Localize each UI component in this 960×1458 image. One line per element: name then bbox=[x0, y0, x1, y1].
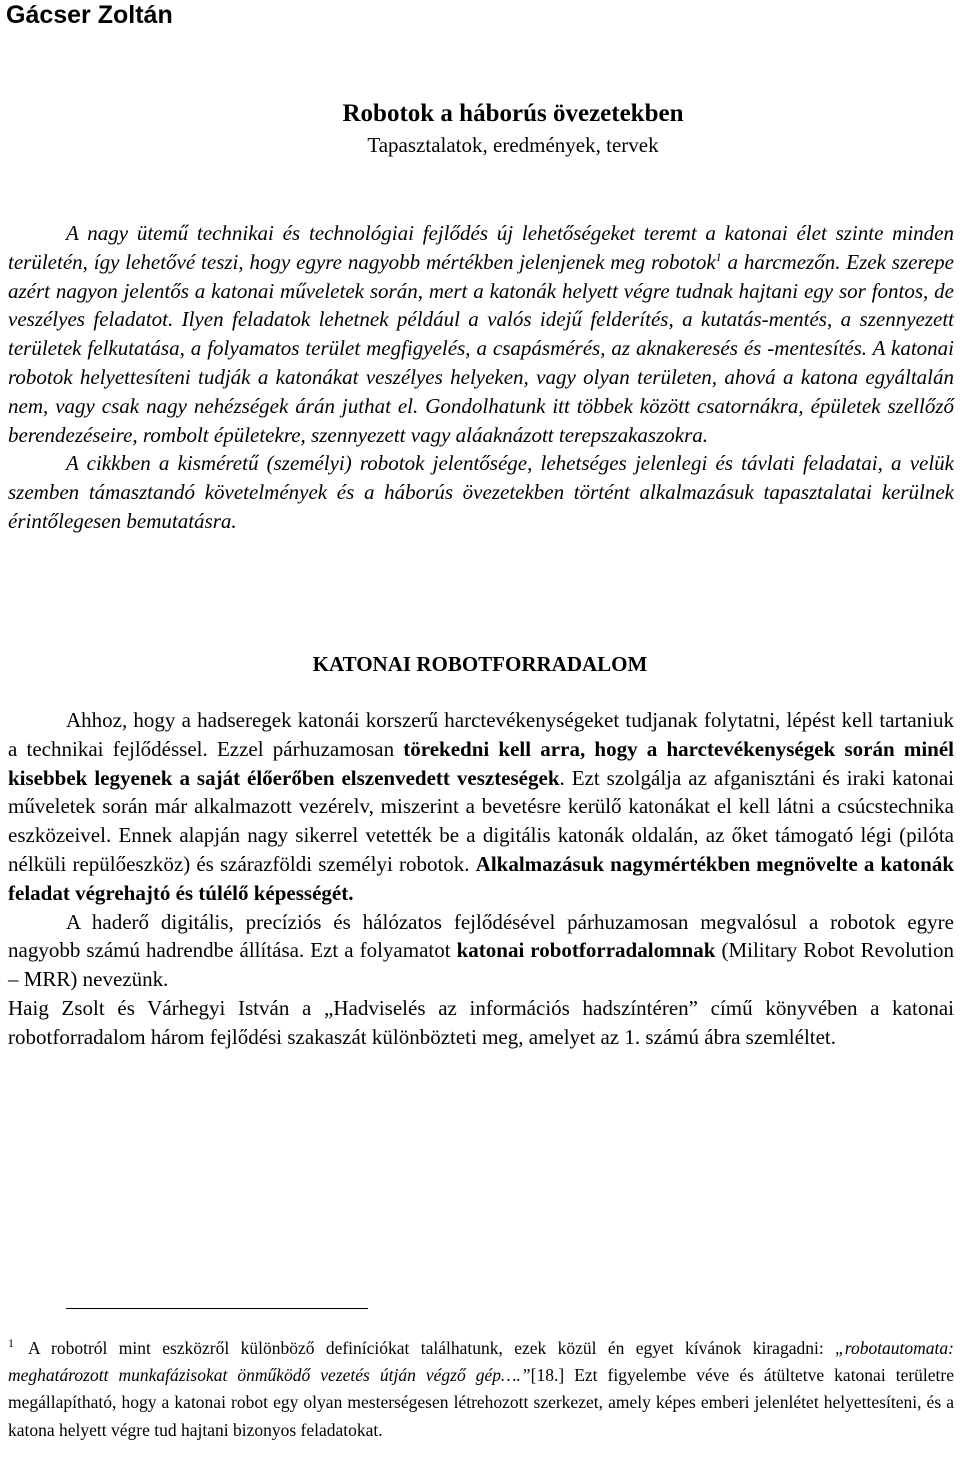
abstract bbox=[8, 219, 954, 536]
body-paragraph-2 bbox=[8, 908, 954, 994]
body-text: . Ezt szolgálja az afganisztáni és iraki katonai műveletek során már alkalmazott vezérelv, miszerint a bevetésre kerülő katonákat el kell látni a csúcstechnika eszközeivel. Ennek alapján nagy sikerrel vetették be a digitális katonák oldalán, az őket támogató légi (pilóta nélküli repülőeszköz) és szárazföldi személyi robotok. bbox=[8, 765, 954, 876]
footnote bbox=[8, 1335, 954, 1444]
body-paragraph-1 bbox=[8, 706, 954, 908]
footnote-quote: „robotautomata: meghatározott munkafázisokat önműködő vezetés útján végző gép….” bbox=[8, 1338, 954, 1386]
section-heading: KATONAI ROBOTFORRADALOM bbox=[312, 652, 648, 676]
footnote-text: [18.] Ezt figyelembe véve és átültetve katonai területre megállapítható, hogy a katonai robot egy olyan mesterségesen létrehozott szerkezet, amely képes emberi jelenlétet helyettesíteni, és a katona helyett végre tud hajtani bizonyos feladatokat. bbox=[8, 1365, 954, 1440]
abstract-text: A nagy ütemű technikai és technológiai fejlődés új lehetőségeket teremt a katonai élet szinte minden területén, így lehetővé teszi, hogy egyre nagyobb mértékben jelenjenek meg robotok bbox=[8, 221, 954, 274]
section-body bbox=[8, 706, 954, 1052]
footnote-text: A robotról mint eszközről különböző definíciókat találhatunk, ezek közül én egyet kívánok kiragadni: bbox=[28, 1338, 836, 1358]
body-text: (Military Robot Revolution – MRR) nevezünk. bbox=[8, 938, 954, 992]
article-subtitle: Tapasztalatok, eredmények, tervek bbox=[367, 133, 659, 157]
body-text: Ahhoz, hogy a hadseregek katonái korszerű harctevékenységeket tudjanak folytatni, lépést kell tartaniuk a technikai fejlődéssel. Ezzel párhuzamosan bbox=[8, 708, 954, 761]
abstract-paragraph-2: A cikkben a kisméretű (személyi) robotok jelentősége, lehetséges jelenlegi és távlati feladatai, a velük szemben támasztandó követelmények és a háborús övezetekben történt alkalmazásuk tapasztalatai kerülnek érintőlegesen bemutatásra. bbox=[8, 451, 954, 533]
body-paragraph-3: Haig Zsolt és Várhegyi István a „Hadviselés az információs hadszíntéren” című könyvében a katonai robotforradalom három fejlődési szakaszát különbözteti meg, amelyet az 1. számú ábra szemléltet. bbox=[8, 995, 954, 1049]
abstract-text: a harcmezőn. Ezek szerepe azért nagyon jelentős a katonai műveletek során, mert a katonák helyett végre tudnak hajtani egy sor fontos, de veszélyes feladatot. Ilyen feladatok lehetnek például a valós idejű felderítés, a kutatás-mentés, a szennyezett területek felkutatása, a folyamatos terület megfigyelés, a csapásmérés, az aknakeresés és -mentesítés. A katonai robotok helyettesíteni tudják a katonákat veszélyes helyeken, vagy olyan területen, ahová a katona egyáltalán nem, vagy csak nagy nehézségek árán juthat el. Gondolhatunk itt többek között csatornákra, épületek szellőző berendezéseire, rombolt épületekre, szennyezett vagy aláaknázott terepszakaszokra. bbox=[8, 249, 954, 447]
abstract-paragraph-1 bbox=[8, 219, 954, 449]
body-emphasis: törekedni kell arra, hogy a harctevékenységek során minél kisebbek legyenek a saját élőerőben elszenvedett veszteségek bbox=[8, 736, 954, 790]
footnote-divider bbox=[66, 1308, 368, 1309]
body-emphasis: katonai robotforradalomnak bbox=[456, 938, 716, 963]
article-title: Robotok a háborús övezetekben bbox=[342, 100, 684, 127]
body-text: A haderő digitális, precíziós és hálózatos fejlődésével párhuzamosan megvalósul a robotok egyre nagyobb számú hadrendbe állítása. Ezt a folyamatot bbox=[8, 909, 954, 963]
author-name: Gácser Zoltán bbox=[6, 1, 173, 29]
footnote-mark: 1 bbox=[8, 1336, 14, 1351]
footnote-reference[interactable]: 1 bbox=[715, 249, 722, 264]
body-emphasis: Alkalmazásuk nagymértékben megnövelte a katonák feladat végrehajtó és túlélő képességét. bbox=[8, 851, 955, 905]
